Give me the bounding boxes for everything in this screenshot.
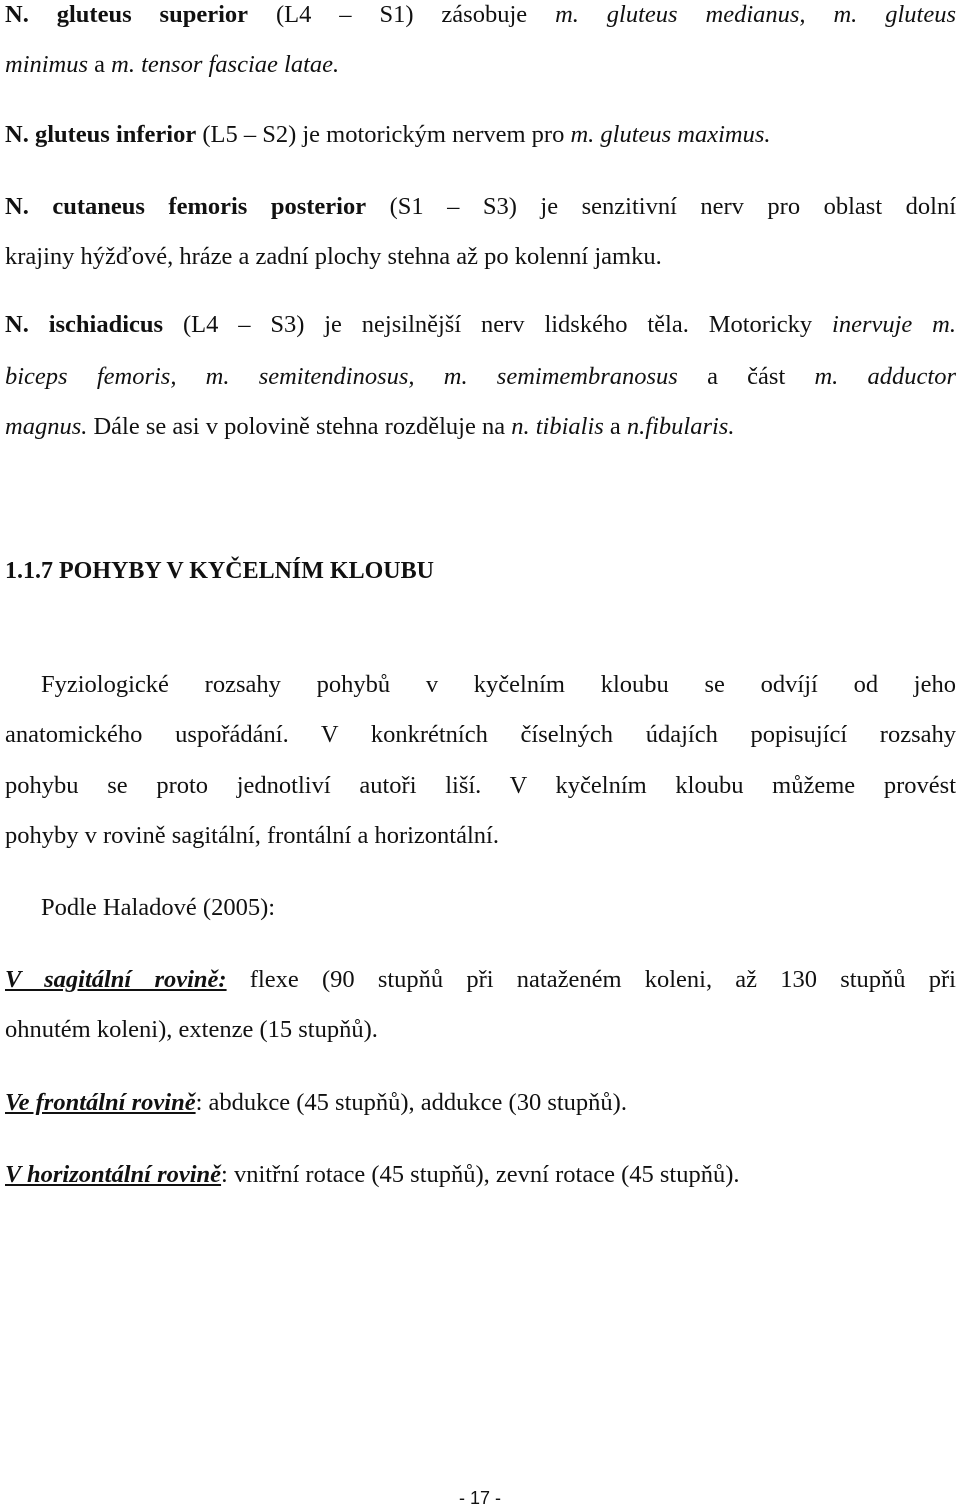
text-line [5, 1088, 956, 1118]
text-segment: a [603, 413, 627, 440]
text-segment: n. tibialis [511, 413, 604, 440]
text-line [5, 1015, 956, 1045]
text-line [5, 50, 956, 80]
text-segment: pohybu se proto jednotliví autoři liší. V kyčelním kloubu můžeme provést [5, 772, 956, 799]
text-segment: N. gluteus superior [5, 1, 249, 28]
text-segment: anatomického uspořádání. V konkrétních číselných údajích popisující rozsahy [5, 721, 956, 748]
text-line [5, 242, 956, 272]
text-segment: N. cutaneus femoris posterior [5, 193, 367, 220]
text-segment: N. ischiadicus [5, 311, 164, 338]
text-segment: m. tensor fasciae latae. [111, 51, 340, 78]
text-segment: krajiny hýžďové, hráze a zadní plochy stehna až po kolenní jamku. [5, 243, 662, 270]
text-segment: n.fibularis. [626, 413, 735, 440]
text-segment: N. gluteus inferior [5, 121, 197, 148]
text-segment: : abdukce (45 stupňů), addukce (30 stupňů). [195, 1089, 627, 1116]
section-heading [5, 556, 956, 586]
text-line [5, 362, 956, 392]
text-segment: a [88, 51, 112, 78]
text-segment: m. adductor [814, 363, 956, 390]
text-line [5, 310, 956, 340]
text-segment: m. gluteus maximus. [570, 121, 771, 148]
text-segment: Dále se asi v polovině stehna rozděluje na [87, 413, 512, 440]
text-line [5, 720, 956, 750]
text-segment: a část [677, 363, 815, 390]
text-segment: m. gluteus medianus, m. gluteus [555, 1, 956, 28]
text-line [5, 1160, 956, 1190]
text-segment: inervuje m. [832, 311, 956, 338]
text-segment: (L4 – S1) zásobuje [248, 1, 556, 28]
text-segment: Ve frontální rovině [5, 1089, 196, 1116]
text-segment: Podle Haladové (2005): [41, 894, 276, 921]
text-segment: (L4 – S3) je nejsilnější nerv lidského těla. Motoricky [163, 311, 833, 338]
text-segment: 1.1.7 POHYBY V KYČELNÍM KLOUBU [5, 558, 434, 584]
text-line [5, 821, 956, 851]
text-segment: Fyziologické rozsahy pohybů v kyčelním kloubu se odvíjí od jeho [41, 671, 956, 698]
text-line [5, 893, 956, 923]
text-line [5, 670, 956, 700]
text-line [5, 0, 956, 30]
text-segment: (S1 – S3) je senzitivní nerv pro oblast dolní [366, 193, 956, 220]
text-segment: : vnitřní rotace (45 stupňů), zevní rotace (45 stupňů). [221, 1161, 740, 1188]
page-number: - 17 - [458, 1488, 501, 1508]
text-segment: V horizontální rovině [5, 1161, 222, 1188]
text-segment: magnus. [5, 413, 88, 440]
text-segment: pohyby v rovině sagitální, frontální a horizontální. [5, 822, 499, 849]
text-line [5, 412, 956, 442]
text-segment: ohnutém koleni), extenze (15 stupňů). [5, 1016, 378, 1043]
text-segment: flexe (90 stupňů při nataženém koleni, až 130 stupňů při [226, 966, 956, 993]
text-segment: V sagitální rovině: [5, 966, 227, 993]
text-segment: biceps femoris, m. semitendinosus, m. semimembranosus [5, 363, 678, 390]
text-line [5, 771, 956, 801]
text-segment: minimus [5, 51, 89, 78]
text-segment: (L5 – S2) je motorickým nervem pro [196, 121, 571, 148]
text-line [5, 120, 956, 150]
text-line [5, 965, 956, 995]
text-line [5, 192, 956, 222]
